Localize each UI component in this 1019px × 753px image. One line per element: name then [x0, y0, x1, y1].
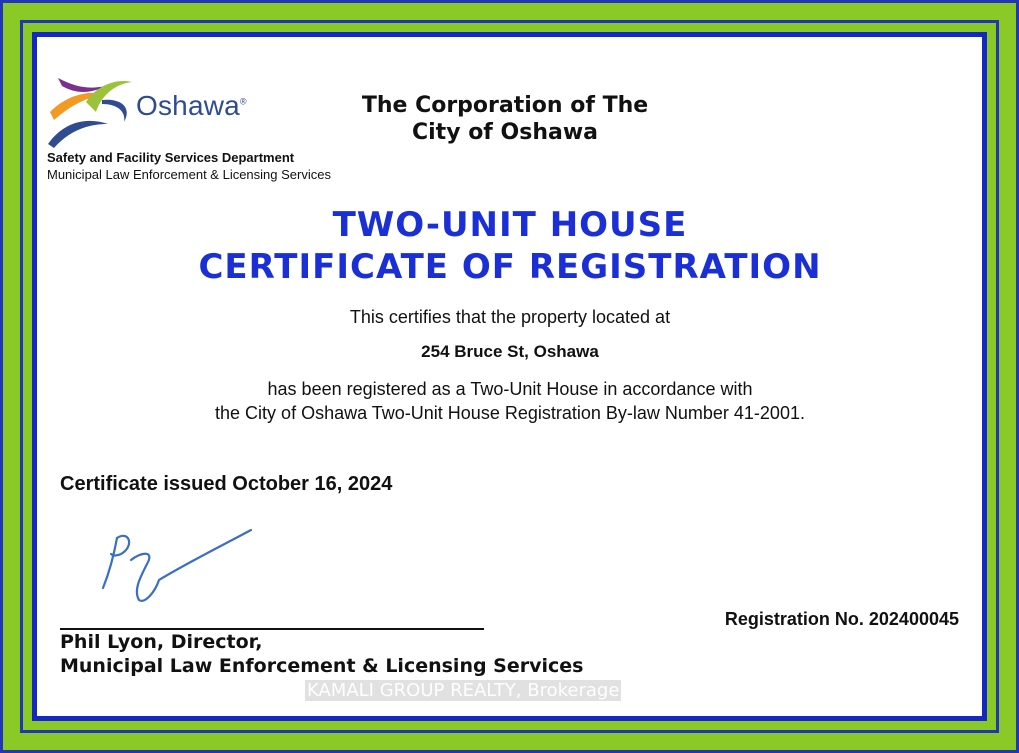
registration-number: Registration No. 202400045 [724, 609, 959, 629]
corporation-title-line2: City of Oshawa [411, 120, 599, 145]
oshawa-logo [46, 72, 276, 150]
certificate-title [40, 204, 980, 288]
property-address: 254 Bruce St, Oshawa [421, 342, 599, 361]
issue-date: Certificate issued October 16, 2024 [60, 473, 393, 495]
logo-wordmark: Oshawa® [136, 90, 247, 121]
corporation-title [300, 92, 710, 146]
registration-statement [40, 377, 980, 425]
corporation-title-line1: The Corporation of The [361, 93, 649, 118]
certifies-text: This certifies that the property located at [349, 307, 671, 327]
signer-department: Municipal Law Enforcement & Licensing Services [60, 655, 584, 677]
signature-line [60, 628, 484, 630]
signature-icon [95, 520, 265, 610]
oshawa-swoosh-icon [46, 72, 136, 150]
registration-statement-line1: has been registered as a Two-Unit House in accordance with [267, 379, 753, 399]
certificate-title-line1: TWO-UNIT HOUSE [332, 205, 688, 245]
certificate-title-line2: CERTIFICATE OF REGISTRATION [198, 247, 822, 287]
registration-statement-line2: the City of Oshawa Two-Unit House Registration By-law Number 41-2001. [215, 403, 805, 423]
department-name: Safety and Facility Services Department [47, 150, 295, 165]
signer-name: Phil Lyon, Director, [60, 631, 263, 653]
sub-department-name: Municipal Law Enforcement & Licensing Services [47, 167, 331, 182]
watermark: KAMALI GROUP REALTY, Brokerage [307, 680, 620, 701]
